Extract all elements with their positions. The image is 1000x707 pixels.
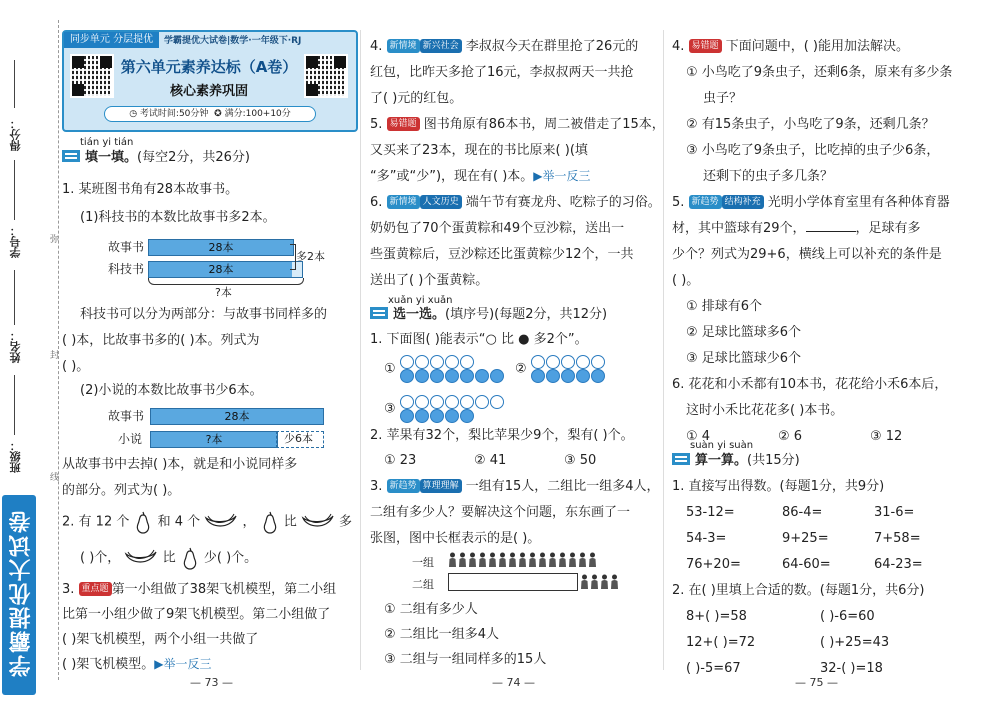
sq3-num: 3. <box>370 479 383 494</box>
bar2-extra-label: 少6本 <box>284 432 313 445</box>
calc-item: 53-12= <box>686 505 735 520</box>
section2-pinyin: xuǎn yi xuǎn <box>388 295 453 306</box>
calc-item: 76+20= <box>686 557 741 572</box>
banana-icon <box>124 548 158 568</box>
c1-q1-1-line1: 科技书可以分为两部分：与故事书同样多的 <box>80 307 328 322</box>
c2-sq3-line3: 张图，图中长框表示的是( )。 <box>370 531 541 546</box>
bar1-extra-label: 多2本 <box>296 250 325 263</box>
q5-text: “多”或“少”)，现在有( )本。 <box>370 169 534 184</box>
tag-topic: 结构补充 <box>722 195 764 209</box>
calc-item: 31-6= <box>874 505 915 520</box>
q5-text: 材，其中篮球有29个， <box>672 221 806 236</box>
c2-q6-line3: 些蛋黄粽后，豆沙粽还比蛋黄粽少12个，一共 <box>370 247 634 262</box>
section-three-icon <box>672 453 690 465</box>
bar2-label-a: 故事书 <box>108 409 145 423</box>
c2-q6-line4: 送出了( )个蛋黄粽。 <box>370 273 489 288</box>
c2-q6-line2: 奶奶包了70个蛋黄粽和49个豆沙粽，送出一 <box>370 221 625 236</box>
q2-text: ， <box>242 514 256 530</box>
option-marker: ③ <box>384 401 396 417</box>
c1-q2-line2 <box>80 546 257 570</box>
c3-q5-opt2: ② 足球比篮球多6个 <box>686 325 802 340</box>
bar1-tech: 28本 <box>148 261 294 278</box>
c2-sq2: 2. 苹果有32个，梨比苹果少9个，梨有( )个。 <box>370 428 634 443</box>
c3-c1: 1. 直接写出得数。(每题1分，共9分) <box>672 479 885 494</box>
c3-q4-o3a: ③ 小鸟吃了9条虫子，比吃掉的虫子少6条， <box>686 143 940 158</box>
score-label: 得分： <box>9 118 22 151</box>
c2-sq3-opt2: ② 二组比一组多4人 <box>384 627 500 642</box>
q2-text: 2. 有 12 个 <box>62 514 130 530</box>
fill-item: ( )-5=67 <box>686 661 741 676</box>
q3-num: 3. <box>62 582 79 597</box>
c3-q4-o3b: 还剩下的虫子多几条？ <box>703 169 834 184</box>
person-icon <box>528 552 537 567</box>
q6-text: 端午节有赛龙舟、吃粽子的习俗。 <box>465 195 661 210</box>
section3-note: (共15分) <box>747 453 800 468</box>
fill-item: 8+( )=58 <box>686 609 747 624</box>
c1-q1-2-line2: 的部分。列式为( )。 <box>62 483 181 498</box>
c2-q4-line3: 了( )元的红包。 <box>370 91 463 106</box>
seal-char: 封 <box>50 351 60 361</box>
person-icon <box>580 574 589 589</box>
row-label-1: 一组 <box>412 556 434 569</box>
spine-banner <box>2 495 36 695</box>
person-icon <box>448 552 457 567</box>
tag-topic: 新兴社会 <box>420 39 462 53</box>
q5-num: 5. <box>370 117 383 132</box>
page-number-74: — 74 — <box>492 676 535 689</box>
option-marker: ① <box>384 361 396 377</box>
tag-topic: 算理理解 <box>420 479 462 493</box>
q2-text: 比 <box>162 550 176 566</box>
c3-q5-line3: 少个？列式为29+6，横线上可以补充的条件是 <box>672 247 942 262</box>
c2-sq3-line2: 二组有多少人？要解决这个问题，东东画了一 <box>370 505 631 520</box>
tag-new-context: 新情境 <box>387 39 420 53</box>
c2-sq1: 1. 下面图( )能表示“○ 比 ● 多2个”。 <box>370 332 588 347</box>
q5-num: 5. <box>672 195 685 210</box>
q5-text: 图书角原有86本书，周二被借走了15本， <box>423 117 665 132</box>
exam-info <box>104 106 316 122</box>
q2-text: 少( )个。 <box>203 550 258 566</box>
column-separator <box>360 30 361 670</box>
section3-heading <box>672 451 800 471</box>
bar2-story: 28本 <box>150 408 324 425</box>
person-icon <box>568 552 577 567</box>
tag-error-prone: 易错题 <box>689 39 722 53</box>
c3-q5-opt3: ③ 足球比篮球少6个 <box>686 351 802 366</box>
spine-text: 学霸提优大试卷 <box>9 509 34 677</box>
more-practice-link[interactable]: ▶举一反三 <box>154 657 212 671</box>
calc-item: 64-23= <box>874 557 923 572</box>
condition-blank[interactable] <box>806 231 856 232</box>
q5-text: ，足球有多 <box>855 221 921 236</box>
c3-q6-opt2: ② 6 <box>778 429 803 444</box>
section1-note: (每空2分，共26分) <box>137 150 250 165</box>
class-label: 班级： <box>9 440 22 473</box>
c3-q5-line4: ( )。 <box>672 273 700 288</box>
section2-heading <box>370 305 607 325</box>
bar1-question: ?本 <box>215 286 232 299</box>
q2-text: 多 <box>339 514 353 530</box>
c1-q1-1-line2: ( )本，比故事书多的( )本。列式为 <box>62 333 260 348</box>
option-marker: ② <box>515 361 527 377</box>
person-icon <box>538 552 547 567</box>
c1-q3-line2: 比第一小组少做了9架飞机模型。第二小组做了 <box>62 607 331 622</box>
q5-text: 光明小学体育室里有各种体育器 <box>767 195 950 210</box>
id-line <box>14 160 15 220</box>
q3-text: ( )架飞机模型。 <box>62 657 155 672</box>
c1-q1-2: (2)小说的本数比故事书少6本。 <box>80 383 263 398</box>
exam-time: 考试时间:50分钟 <box>139 109 209 119</box>
sq3-text: 一组有15人，二组比一组多4人， <box>465 479 660 494</box>
c2-sq3-opt3: ③ 二组与一组同样多的15人 <box>384 652 547 667</box>
q4-num: 4. <box>370 39 383 54</box>
circle-option-3 <box>384 395 505 423</box>
q2-text: 和 4 个 <box>157 514 201 530</box>
c1-q2-line1 <box>62 510 352 534</box>
c3-q5-line2 <box>672 219 921 239</box>
c1-q3-line3: ( )架飞机模型，两个小组一共做了 <box>62 632 259 647</box>
c1-q1-1: (1)科技书的本数比故事书多2本。 <box>80 210 276 225</box>
binding-margin <box>0 0 60 707</box>
q4-text: 下面问题中，( )能用加法解决。 <box>725 39 909 54</box>
qr-code-icon <box>304 54 348 98</box>
person-icon <box>558 552 567 567</box>
c2-q5-line3 <box>370 167 591 187</box>
page-title: 第六单元素养达标（A卷） <box>120 58 298 76</box>
q3-text: 第一小组做了38架飞机模型，第二小组 <box>111 582 337 597</box>
tag-new-trend: 新趋势 <box>689 195 722 209</box>
section2-note: (填序号)(每题2分，共12分) <box>445 307 608 322</box>
person-icon <box>590 574 599 589</box>
person-icon <box>518 552 527 567</box>
unit-header <box>62 30 358 132</box>
c1-q3-line4 <box>62 655 212 675</box>
c3-q4-o1a: ① 小鸟吃了9条虫子，还剩6条，原来有多少条 <box>686 65 953 80</box>
c2-q4-line1 <box>370 37 638 57</box>
banana-icon <box>301 512 335 532</box>
pear-icon <box>180 546 200 570</box>
page-subtitle: 核心素养巩固 <box>169 84 248 99</box>
section1-pinyin: tián yi tián <box>80 137 134 148</box>
c3-c2: 2. 在( )里填上合适的数。(每题1分，共6分) <box>672 583 925 598</box>
c2-q4-line2: 红包，比昨天多抢了16元，李叔叔两天一共抢 <box>370 65 634 80</box>
tag-error-prone: 易错题 <box>387 117 420 131</box>
brand-tag: 同步单元 分层提优 <box>64 32 159 48</box>
q4-text: 李叔叔今天在群里抢了26元的 <box>465 39 639 54</box>
q3-tag: 重点题 <box>79 582 112 596</box>
seal-char: 线 <box>50 473 60 483</box>
more-practice-link[interactable]: ▶举一反三 <box>533 169 591 183</box>
fill-item: 32-( )=18 <box>820 661 883 676</box>
calc-item: 9+25= <box>782 531 829 546</box>
tag-new-trend: 新趋势 <box>387 479 420 493</box>
person-icon <box>588 552 597 567</box>
person-icon <box>548 552 557 567</box>
c1-q3-line1 <box>62 580 336 600</box>
seal-dash-line <box>58 20 59 680</box>
pear-icon <box>260 510 280 534</box>
person-icon <box>478 552 487 567</box>
clock-icon: ◷ <box>129 109 138 119</box>
name-label: 姓名： <box>9 330 22 363</box>
page-number-73: — 73 — <box>190 676 233 689</box>
section2-title: 选一选。 <box>393 307 446 322</box>
q4-num: 4. <box>672 39 685 54</box>
seal-char: 弥 <box>50 235 60 245</box>
q2-text: ( )个， <box>80 550 121 566</box>
group1-figures <box>448 552 598 571</box>
c3-q4-o2: ② 有15条虫子，小鸟吃了9条，还剩几条？ <box>686 117 935 132</box>
person-icon <box>458 552 467 567</box>
person-icon <box>578 552 587 567</box>
exam-score: 满分:100+10分 <box>224 109 291 119</box>
bar2-novel: ?本 <box>150 431 278 448</box>
section3-pinyin: suàn yi suàn <box>690 440 754 451</box>
c3-q6-opt3: ③ 12 <box>870 429 903 444</box>
pear-icon <box>133 510 153 534</box>
section-two-icon <box>370 307 388 319</box>
tag-new-context: 新情境 <box>387 195 420 209</box>
page-number-75: — 75 — <box>795 676 838 689</box>
c2-sq2-opt1: ① 23 <box>384 453 417 468</box>
c3-q5-line1 <box>672 193 950 213</box>
person-icon <box>498 552 507 567</box>
row-label-2: 二组 <box>412 578 434 591</box>
series-text: 学霸提优大试卷|数学·一年级下·RJ <box>164 36 302 46</box>
banana-icon <box>204 512 238 532</box>
student-id-label: 学号： <box>9 225 22 258</box>
c3-q6-line2: 这时小禾比花花多( )本书。 <box>686 403 844 418</box>
bar2-label-b: 小说 <box>118 432 143 446</box>
c3-q4-o1b: 虫子？ <box>703 91 743 106</box>
bar1-label-a: 故事书 <box>108 240 145 254</box>
circle-option-2 <box>515 355 606 383</box>
c2-q6-line1 <box>370 193 661 213</box>
section3-title: 算一算。 <box>695 453 748 468</box>
q6-num: 6. <box>370 195 383 210</box>
c3-q6-opt1: ① 4 <box>686 429 711 444</box>
star-icon: ✪ <box>214 109 222 119</box>
c2-q5-line1 <box>370 115 665 135</box>
fill-item: 12+( )=72 <box>686 635 756 650</box>
calc-item: 7+58= <box>874 531 921 546</box>
section-one-icon <box>62 150 80 162</box>
person-icon <box>610 574 619 589</box>
qr-code-icon <box>70 54 114 98</box>
c1-q1: 1. 某班图书角有28本故事书。 <box>62 182 239 197</box>
calc-item: 54-3= <box>686 531 727 546</box>
person-icon <box>508 552 517 567</box>
group2-extra-figures <box>580 574 620 593</box>
c1-q1-1-line3: ( )。 <box>62 359 90 374</box>
c3-q6-line1: 6. 花花和小禾都有10本书，花花给小禾6本后， <box>672 377 948 392</box>
c2-sq2-opt3: ③ 50 <box>564 453 597 468</box>
person-icon <box>468 552 477 567</box>
fill-item: ( )-6=60 <box>820 609 875 624</box>
fill-item: ( )+25=43 <box>820 635 890 650</box>
score-line <box>14 60 15 108</box>
person-icon <box>600 574 609 589</box>
section1-title: 填一填。 <box>85 150 138 165</box>
c2-sq3-line1 <box>370 477 660 497</box>
c3-q5-opt1: ① 排球有6个 <box>686 299 763 314</box>
calc-item: 64-60= <box>782 557 831 572</box>
tag-topic: 人文历史 <box>420 195 462 209</box>
name-line <box>14 270 15 325</box>
group2-long-box <box>448 573 578 591</box>
c3-q4-line1 <box>672 37 909 57</box>
bar1-label-b: 科技书 <box>108 262 145 276</box>
c1-q1-2-line1: 从故事书中去掉( )本，就是和小说同样多 <box>62 457 298 472</box>
person-icon <box>488 552 497 567</box>
bar1-story: 28本 <box>148 239 294 256</box>
c2-q5-line2: 又买来了23本，现在的书比原来( )(填 <box>370 143 588 158</box>
circle-option-1 <box>384 355 505 383</box>
c2-sq2-opt2: ② 41 <box>474 453 507 468</box>
section1-heading <box>62 148 250 168</box>
calc-item: 86-4= <box>782 505 823 520</box>
class-line <box>14 375 15 435</box>
c2-sq3-opt1: ① 二组有多少人 <box>384 602 478 617</box>
q2-text: 比 <box>283 514 297 530</box>
